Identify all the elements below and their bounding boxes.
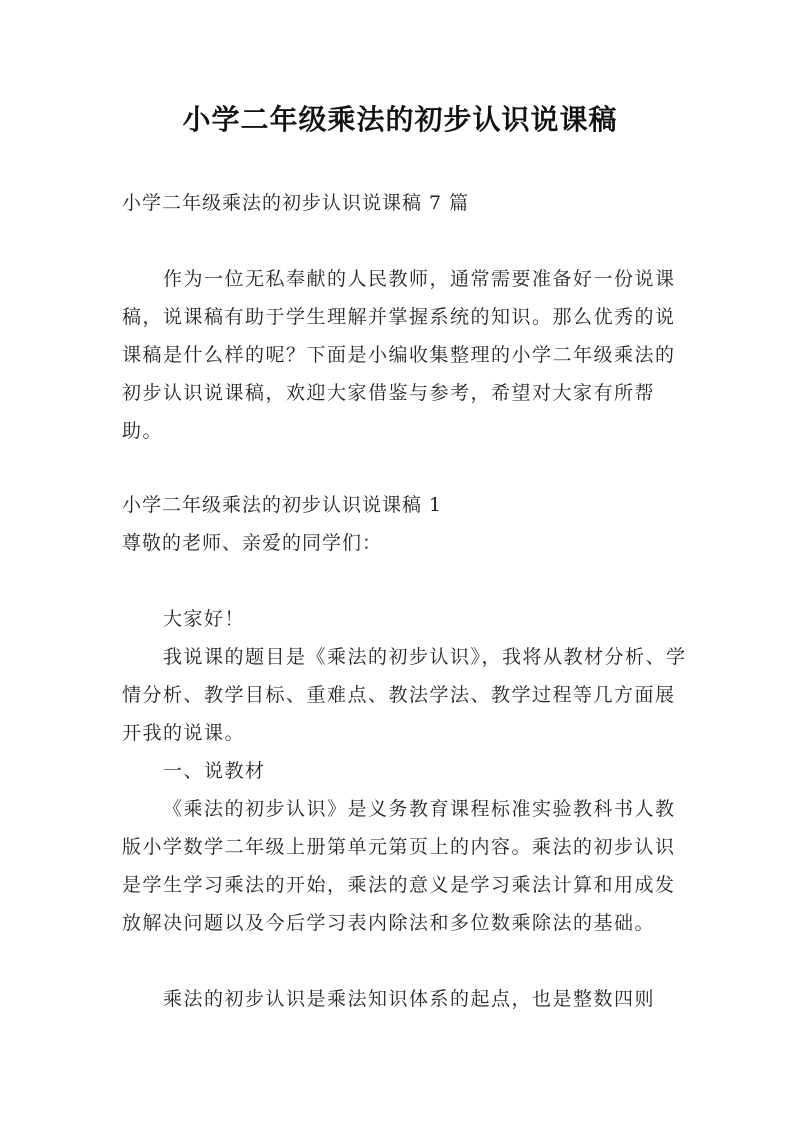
document-subtitle: 小学二年级乘法的初步认识说课稿 7 篇 [122, 192, 470, 214]
document-title: 小学二年级乘法的初步认识说课稿 [182, 103, 618, 136]
closing-paragraph: 乘法的初步认识是乘法知识体系的起点，也是整数四则 [163, 988, 656, 1010]
intro-paragraph: 作为一位无私奉献的人民教师，通常需要准备好一份说课稿，说课稿有助于学生理解并掌握系统的知识。那么优秀的说课稿是什么样的呢？下面是小编收集整理的小学二年级乘法的初步认识说课稿，欢迎大家借鉴与参考，希望对大家有所帮助。 [122, 268, 676, 442]
section-heading: 小学二年级乘法的初步认识说课稿 1 [122, 494, 443, 516]
material-paragraph: 《乘法的初步认识》是义务教育课程标准实验教科书人教版小学数学二年级上册第单元第页上的内容。乘法的初步认识是学生学习乘法的开始，乘法的意义是学习乘法计算和用成发放解决问题以及今后学习表内除法和多位数乘除法的基础。 [122, 798, 676, 934]
greeting-line: 尊敬的老师、亲爱的同学们： [122, 532, 383, 554]
subheading-material: 一、说教材 [163, 760, 266, 782]
hello-line: 大家好！ [163, 608, 246, 630]
topic-paragraph: 我说课的题目是《乘法的初步认识》，我将从教材分析、学情分析、教学目标、重难点、教法学法、教学过程等几方面展开我的说课。 [122, 646, 687, 744]
